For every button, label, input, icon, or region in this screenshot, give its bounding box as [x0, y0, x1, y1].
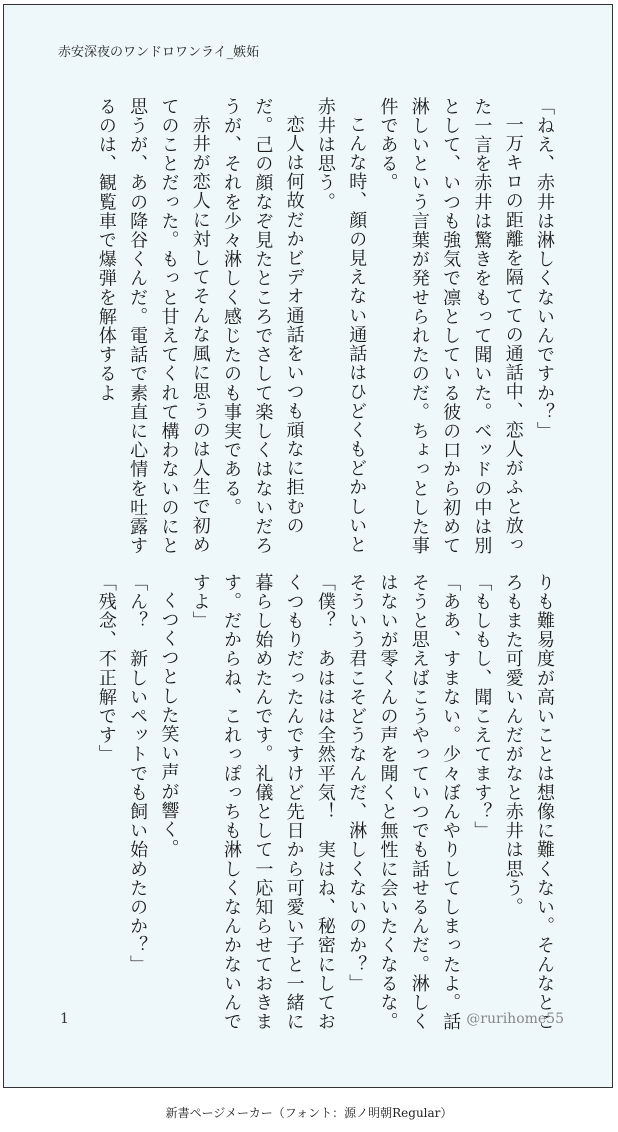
page-number: 1: [60, 1011, 69, 1027]
paragraph: 「僕？ あははは全然平気！ 実はね、秘密にしておくつもりだったんですけど先日から可愛い子と一緒に暮らし始めたんです。礼儀として一応知らせておきます。だからね、これっぽっちも淋しくなんかないんですよ」: [189, 573, 336, 1032]
paragraph: くつくつとした笑い声が響く。: [158, 591, 180, 859]
footer-credit: 新書ページメーカー（フォント：源ノ明朝Regular）: [165, 1106, 453, 1120]
paragraph: 「もしもし、聞こえてます？」: [471, 573, 493, 841]
paragraph: 「ねえ、赤井は淋しくないんですか？」: [534, 97, 555, 441]
paragraph: 「ああ、すまない。少々ぼんやりしてしまったよ。話そうと思えばこうやっていつでも話せるんだ。淋しくはないが零くんの声を聞くと無性に会いたくなるな。そういう君こそどうなんだ、淋しくないのか？」: [346, 573, 462, 1032]
paragraph: りも難易度が高いことは想像に難くない。そんなところもまた可愛いんだがなと赤井は思う。: [502, 573, 555, 1032]
book-page: [3, 4, 613, 1088]
lower-text-block: [50, 573, 560, 1043]
upper-text-block: [50, 97, 560, 567]
paragraph: こんな時、顔の見えない通話はひどくもどかしいと赤井は思う。: [314, 97, 368, 555]
page-title: 赤安深夜のワンドロワンライ_嫉妬: [58, 45, 260, 60]
author-handle: @rurihome55: [466, 1011, 564, 1027]
paragraph: 一万キロの距離を隔てての通話中、恋人がふと放った一言を赤井は驚きをもって聞いた。ベッドの中は別として、いつも強気で凛としている彼の口から初めて淋しいという言葉が発せられたのだ。ちょっとした事件である。: [377, 97, 524, 556]
paragraph: 赤井が恋人に対してそんな風に思うのは人生で初めてのことだった。もっと甘えてくれて構わないのにと思うが、あの降谷くんだ。電話で素直に心情を吐露するのは、観覧車で爆弾を解体するよ: [95, 97, 211, 556]
paragraph: 「ん？ 新しいペットでも飼い始めたのか？」: [127, 573, 149, 975]
paragraph: 恋人は何故だかビデオ通話をいつも頑なに拒むのだ。己の顔なぞ見たところでさして楽しくはないだろうが、それを少々淋しく感じたのも事実である。: [221, 97, 305, 556]
paragraph: 「残念、不正解です」: [95, 573, 117, 764]
